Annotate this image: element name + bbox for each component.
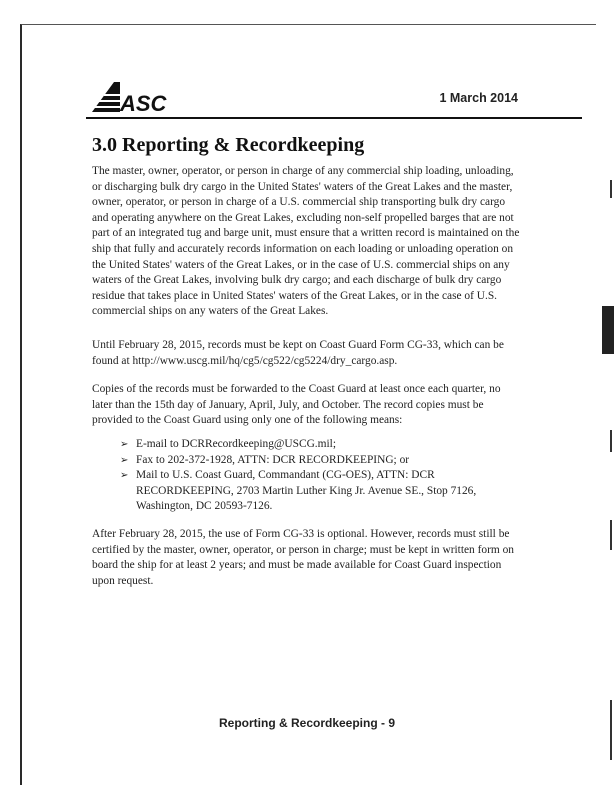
header-rule bbox=[86, 117, 582, 119]
means-list bbox=[120, 437, 520, 515]
arrow-bullet-icon: ➢ bbox=[120, 470, 129, 482]
paragraph-form-cg33: Until February 28, 2015, records must be kept on Coast Guard Form CG-33, which can be found at http://www.uscg.mil/hq/cg5/cg522/cg5224/dry_cargo.asp. bbox=[92, 339, 504, 367]
scan-artifact bbox=[610, 180, 612, 198]
list-item bbox=[120, 468, 520, 515]
scan-artifact bbox=[610, 430, 612, 452]
section-title: 3.0 Reporting & Recordkeeping bbox=[92, 134, 365, 156]
page-footer: Reporting & Recordkeeping - 9 bbox=[218, 716, 396, 730]
paragraph-requirements: The master, owner, operator, or person in charge of any commercial ship loading, unloading, or discharging bulk dry cargo in the United States' waters of the Great Lakes and the master, owner, operator, or person in charge of a U.S. commercial ship transporting bulk dry cargo and operating anywhere on the Great Lakes, excluding non-self propelled barges that are not part of an integrated tug and barge unit, must ensure that a written record is maintained on the ship that fully and accurately records information on each loading or unloading operation on the United States' waters of the Great Lakes, or in the case of U.S. commercial ships on any waters of the Great Lakes, involving bulk dry cargo; and each discharge of bulk dry cargo residue that takes place in United States' waters of the Great Lakes, or in the case of U.S. commercial ships on any waters of the Great Lakes. bbox=[92, 165, 520, 318]
arrow-bullet-icon: ➢ bbox=[120, 439, 129, 450]
asc-logo-icon bbox=[90, 78, 167, 116]
list-item bbox=[120, 453, 520, 469]
scan-artifact bbox=[610, 700, 612, 760]
paragraph-after-2015: After February 28, 2015, the use of Form CG-33 is optional. However, records must still be certified by the master, owner, operator, or person in charge; must be kept in written form on board the ship for at least 2 years; and must be made available for Coast Guard inspection upon request. bbox=[92, 528, 514, 587]
logo-text: ASC bbox=[120, 91, 167, 116]
means-email: E-mail to DCRRecordkeeping@USCG.mil; bbox=[136, 438, 336, 450]
asc-logo bbox=[90, 78, 167, 116]
scan-artifact bbox=[610, 520, 612, 550]
scan-tab-marker bbox=[602, 306, 614, 354]
list-item bbox=[120, 437, 520, 453]
means-fax: Fax to 202-372-1928, ATTN: DCR RECORDKEEPING; or bbox=[136, 453, 410, 466]
paragraph-copies: Copies of the records must be forwarded to the Coast Guard at least once each quarter, no later than the 15th day of January, April, July, and October. The record copies must be provided to the Coast Guard using only one of the following means: bbox=[92, 383, 501, 427]
document-date: 1 March 2014 bbox=[439, 91, 518, 105]
means-mail: Mail to U.S. Coast Guard, Commandant (CG-OES), ATTN: DCR RECORDKEEPING, 2703 Martin Luther King Jr. Avenue SE., Stop 7126, Washington, DC 20593-7126. bbox=[136, 469, 477, 513]
arrow-bullet-icon: ➢ bbox=[120, 454, 129, 466]
